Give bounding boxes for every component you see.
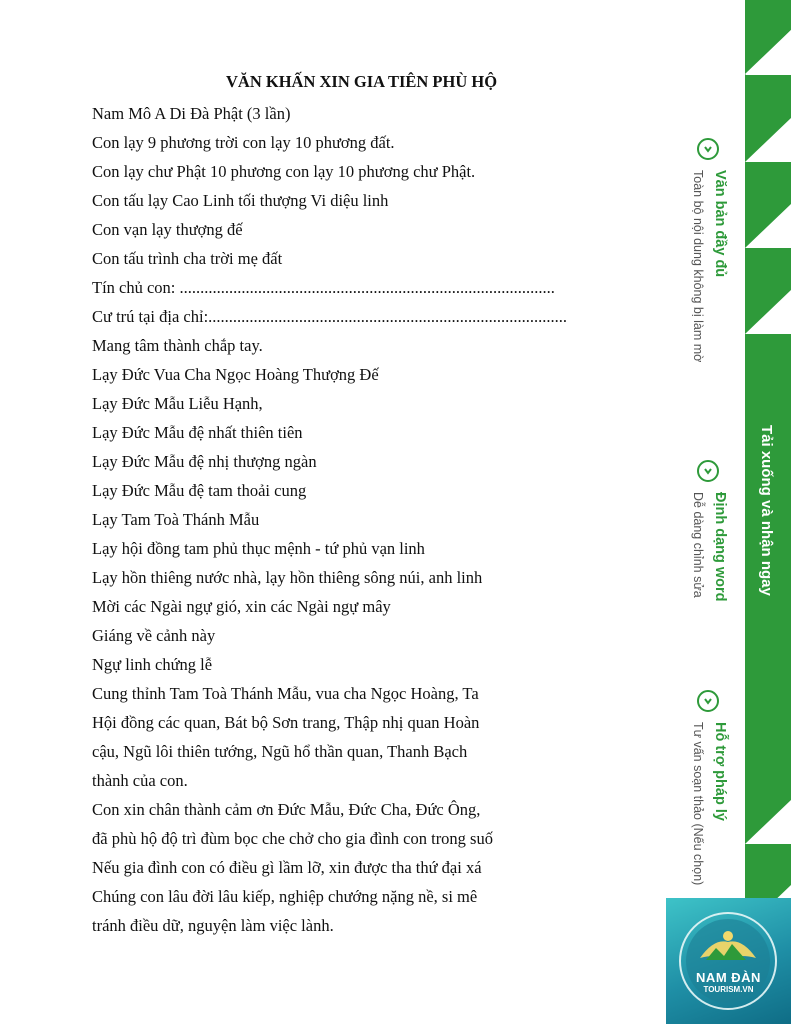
document-line: Con lạy chư Phật 10 phương con lạy 10 phương chư Phật. <box>92 162 476 181</box>
document-line: Lạy Đức Mẫu đệ nhị thượng ngàn <box>92 452 317 471</box>
logo-name: NAM ĐÀN <box>696 970 761 985</box>
document-title: VĂN KHẤN XIN GIA TIÊN PHÙ HỘ <box>226 72 498 91</box>
document-line: Con xin chân thành cảm ơn Đức Mẫu, Đức Cha, Đức Ông, <box>92 800 481 819</box>
document-line: cậu, Ngũ lôi thiên tướng, Ngũ hổ thần quan, Thanh Bạch <box>92 742 468 761</box>
chevron-circle-icon <box>697 460 719 482</box>
feature-title: Định dạng word <box>712 492 728 602</box>
document-line: Mời các Ngài ngự gió, xin các Ngài ngự mây <box>92 597 391 616</box>
document-line: Tín chủ con: ........................................................................................... <box>92 278 555 297</box>
document-line: Giáng về cảnh này <box>92 626 216 645</box>
document-line: Lạy Đức Mẫu đệ nhất thiên tiên <box>92 423 303 442</box>
document-line: Mang tâm thành chắp tay. <box>92 336 263 355</box>
document-line: đã phù hộ độ trì đùm bọc che chở cho gia đình con trong suố <box>92 829 493 848</box>
document-line: Con vạn lạy thượng đế <box>92 220 243 239</box>
document-line: Lạy Tam Toà Thánh Mẫu <box>92 510 260 529</box>
feature-title: Hỗ trợ pháp lý <box>712 722 728 821</box>
nam-dan-tourism-logo <box>666 898 791 1024</box>
feature-title: Văn bản đầy đủ <box>712 170 728 278</box>
document-line: thành của con. <box>92 771 188 790</box>
chevron-circle-icon <box>697 690 719 712</box>
document-line: Cư trú tại địa chỉ:....................................................................................... <box>92 307 568 326</box>
logo-emblem-icon <box>666 898 791 1024</box>
document-line: tránh điều dữ, nguyện làm việc lành. <box>92 916 334 935</box>
document-line: Cung thỉnh Tam Toà Thánh Mẫu, vua cha Ngọc Hoàng, Ta <box>92 684 479 703</box>
document-line: Lạy hồn thiêng nước nhà, lạy hồn thiêng sông núi, anh linh <box>92 568 483 587</box>
document-line: Lạy Đức Mẫu Liễu Hạnh, <box>92 394 263 413</box>
document-line: Con lạy 9 phương trời con lạy 10 phương đất. <box>92 133 395 152</box>
document-line: Lạy Đức Vua Cha Ngọc Hoàng Thượng Đế <box>92 365 379 384</box>
document-line: Chúng con lâu đời lâu kiếp, nghiệp chướng nặng nề, si mê <box>92 887 478 906</box>
feature-subtitle: Toàn bộ nội dung không bị làm mờ <box>691 170 705 363</box>
logo-domain: TOURISM.VN <box>703 985 754 994</box>
document-line: Nam Mô A Di Đà Phật (3 lần) <box>92 104 291 123</box>
download-label[interactable]: Tải xuống và nhận ngay <box>758 425 775 596</box>
document-line: Con tấu lạy Cao Linh tối thượng Vi diệu linh <box>92 191 389 210</box>
document-line: Nếu gia đình con có điều gì lầm lỡ, xin được tha thứ đại xá <box>92 858 482 877</box>
document-line: Ngự linh chứng lễ <box>92 655 213 674</box>
document-line: Hội đồng các quan, Bát bộ Sơn trang, Thập nhị quan Hoàn <box>92 713 480 732</box>
feature-subtitle: Tư vấn soạn thảo (Nếu chọn) <box>691 722 705 886</box>
document-line: Con tấu trình cha trời mẹ đất <box>92 249 283 268</box>
document-line: Lạy Đức Mẫu đệ tam thoải cung <box>92 481 307 500</box>
feature-subtitle: Dễ dàng chỉnh sửa <box>691 492 705 598</box>
document-line: Lạy hội đồng tam phủ thục mệnh - tứ phủ vạn linh <box>92 539 425 558</box>
chevron-circle-icon <box>697 138 719 160</box>
